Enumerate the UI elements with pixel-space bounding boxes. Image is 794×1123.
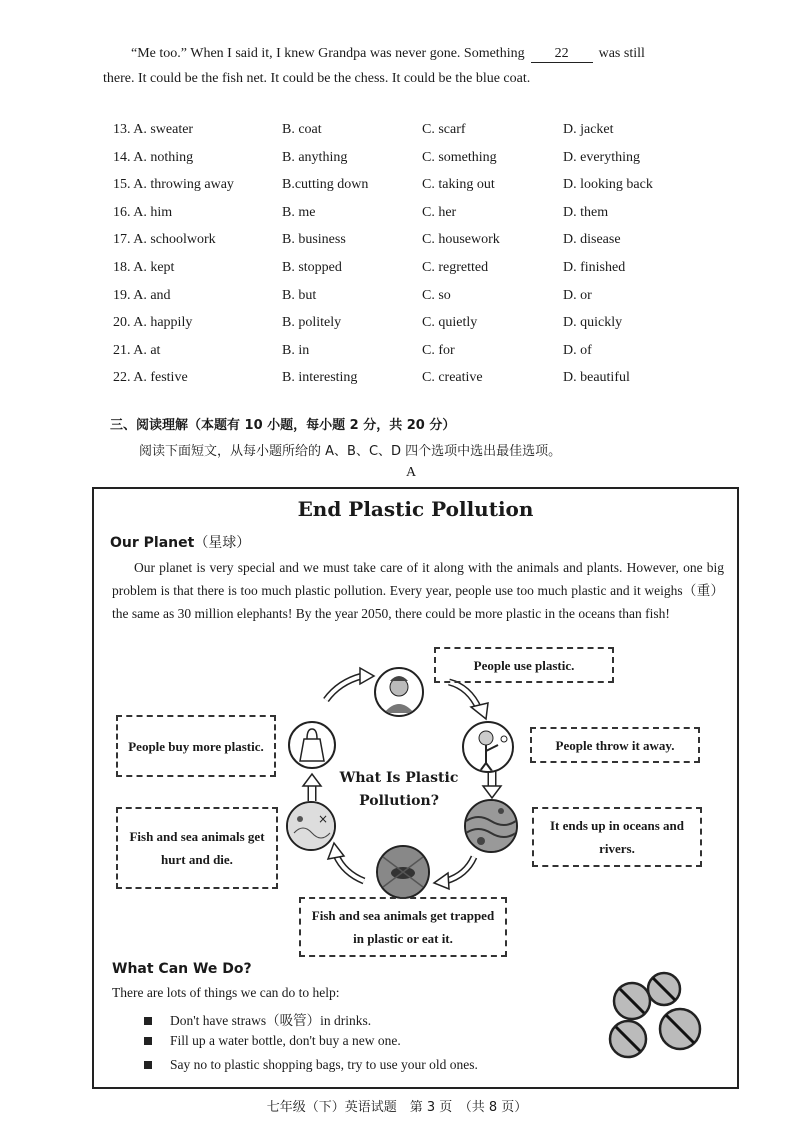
- option-a: 21. A. at: [113, 342, 161, 358]
- arrow-use-to-throw: [449, 682, 479, 709]
- section-heading: 三、阅读理解（本题有 10 小题，每小题 2 分，共 20 分）: [110, 418, 456, 433]
- tip-3-text: Say no to plastic shopping bags, try to use your old ones.: [170, 1057, 478, 1072]
- arrow-oceans-to-trapped: [446, 857, 474, 881]
- cycle-title: [334, 767, 464, 813]
- option-c: C. so: [422, 287, 451, 303]
- story-text-a: “Me too.” When I said it, I knew Grandpa was never gone. Something: [131, 46, 525, 61]
- page-footer: 七年级（下）英语试题 第 3 页 （共 8 页）: [266, 1100, 528, 1115]
- hurt-sea-animals-image: [286, 801, 336, 851]
- option-c: C. quietly: [422, 315, 478, 331]
- person-throwing-plastic-image: [462, 721, 514, 773]
- planet-heading-text: Our Planet: [110, 535, 195, 551]
- option-d: D. of: [563, 342, 592, 358]
- option-c: C. housework: [422, 232, 500, 248]
- tip-1: [144, 1009, 371, 1029]
- option-d: D. looking back: [563, 177, 653, 193]
- tip-1-text: Don't have straws（吸管）in drinks.: [170, 1013, 372, 1028]
- passage-label: A: [406, 465, 417, 480]
- tip-3: [144, 1057, 478, 1073]
- option-d: D. them: [563, 204, 609, 220]
- svg-text:×: ×: [318, 812, 329, 826]
- step-people-use-plastic: People use plastic.: [434, 647, 614, 683]
- article-title: End Plastic Pollution: [297, 497, 534, 521]
- ocean-plastic-image: [464, 799, 518, 853]
- person-using-plastic-image: [374, 667, 424, 717]
- bullet-icon: [144, 1061, 152, 1069]
- cycle-title-line-2: Pollution?: [359, 793, 439, 809]
- planet-paragraph: Our planet is very special and we must take care of it along with the animals and plants. However, one big problem is that there is too much plastic pollution. Every year, people use too much plastic and it weighs（重）the same as 30 million elephants! By the year 2050, there could be more plastic in the oceans than fish!: [112, 560, 724, 621]
- option-d: D. quickly: [563, 315, 623, 331]
- story-text-b: was still: [598, 46, 645, 61]
- option-b: B. anything: [282, 149, 348, 165]
- step-people-buy-more: People buy more plastic.: [116, 715, 276, 777]
- option-b: B. politely: [282, 315, 342, 331]
- step-people-throw-away: People throw it away.: [530, 727, 700, 763]
- todo-heading: What Can We Do?: [112, 961, 252, 977]
- todo-intro: There are lots of things we can do to help:: [112, 985, 340, 1000]
- trapped-fish-image: [376, 845, 430, 899]
- option-b: B.cutting down: [282, 177, 369, 193]
- step-fish-trapped: Fish and sea animals get trapped in plastic or eat it.: [299, 897, 507, 957]
- option-c: C. for: [422, 342, 455, 358]
- option-d: D. jacket: [563, 122, 614, 137]
- option-a: 16. A. him: [113, 204, 173, 220]
- bullet-icon: [144, 1017, 152, 1025]
- tip-2: [144, 1033, 401, 1049]
- option-a: 13. A. sweater: [113, 122, 194, 137]
- option-a: 18. A. kept: [113, 260, 175, 275]
- no-plastic-icons-image: [602, 967, 712, 1067]
- option-a: 17. A. schoolwork: [113, 232, 216, 248]
- option-b: B. coat: [282, 122, 322, 137]
- option-d: D. everything: [563, 149, 640, 165]
- option-b: B. business: [282, 232, 346, 248]
- story-line-1: [131, 42, 731, 65]
- option-b: B. but: [282, 287, 317, 303]
- option-b: B. in: [282, 342, 310, 358]
- step-fish-hurt: Fish and sea animals get hurt and die.: [116, 807, 278, 889]
- option-a: 15. A. throwing away: [113, 177, 234, 193]
- option-c: C. her: [422, 204, 457, 220]
- cycle-title-line-1: What Is Plastic: [339, 770, 459, 786]
- story-line-2: there. It could be the fish net. It could be the chess. It could be the blue coat.: [103, 71, 531, 86]
- option-b: B. stopped: [282, 260, 342, 275]
- option-b: B. me: [282, 204, 316, 220]
- step-ends-up-oceans: It ends up in oceans and rivers.: [532, 807, 702, 867]
- option-a: 14. A. nothing: [113, 149, 194, 165]
- planet-heading-cn: （星球）: [194, 535, 251, 551]
- option-c: C. creative: [422, 370, 483, 386]
- bullet-icon: [144, 1037, 152, 1045]
- option-a: 22. A. festive: [113, 370, 188, 386]
- option-d: D. beautiful: [563, 370, 630, 386]
- answer-blank-22: 22: [531, 46, 593, 63]
- tip-2-text: Fill up a water bottle, don't buy a new one.: [170, 1033, 401, 1048]
- option-c: C. something: [422, 149, 497, 165]
- option-a: 20. A. happily: [113, 315, 193, 331]
- option-d: D. finished: [563, 260, 626, 275]
- option-c: C. scarf: [422, 122, 466, 137]
- plastic-bag-image: [288, 721, 336, 769]
- article-box: [92, 487, 739, 1089]
- section-instruction: 阅读下面短文，从每小题所给的 A、B、C、D 四个选项中选出最佳选项。: [139, 444, 562, 459]
- option-a: 19. A. and: [113, 287, 171, 303]
- option-c: C. regretted: [422, 260, 489, 275]
- option-b: B. interesting: [282, 370, 358, 386]
- option-d: D. or: [563, 287, 592, 303]
- option-d: D. disease: [563, 232, 621, 248]
- option-c: C. taking out: [422, 177, 495, 193]
